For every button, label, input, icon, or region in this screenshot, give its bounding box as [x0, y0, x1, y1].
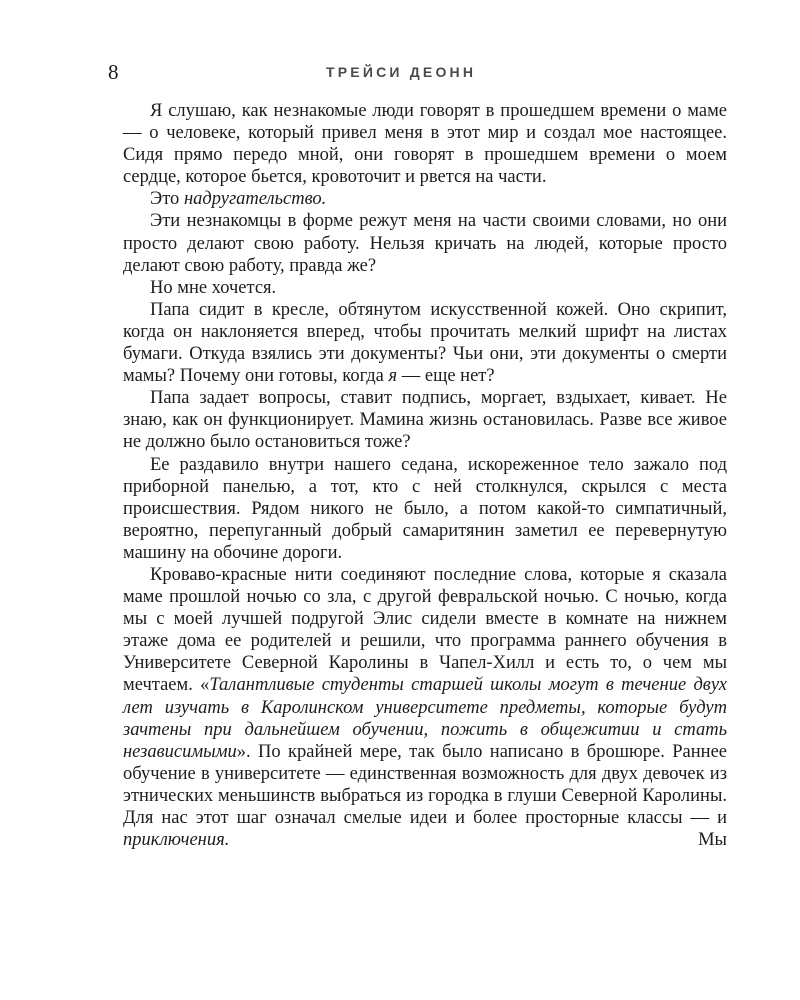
- running-head-author: ТРЕЙСИ ДЕОНН: [326, 64, 477, 80]
- paragraph-5-emphasis: я: [388, 366, 398, 387]
- paragraph-2-text: Это: [150, 189, 184, 210]
- paragraph-7: Ее раздавило внутри нашего седана, искореженное тело зажало под приборной панелью, а тот, кто с ней столкнулся, скрылся с места происшествия. Рядом никого не было, а потом какой-то симпатичный, вероятно, перепуганный добрый самаритянин заметил ее перевернутую машину на обочине дороги.: [123, 454, 727, 563]
- paragraph-5-text-end: — еще нет?: [397, 366, 495, 387]
- paragraph-1: Я слушаю, как незнакомые люди говорят в прошедшем времени о маме — о человеке, который привел меня в этот мир и создал мое настоящее. Сидя прямо передо мной, они говорят в прошедшем времени о моем сердце, которое бьется, кровоточит и рвется на части.: [123, 101, 727, 188]
- paragraph-3: Эти незнакомцы в форме режут меня на части своими словами, но они просто делают свою работу. Нельзя кричать на людей, которые просто делают свою работу, правда же?: [123, 211, 727, 276]
- paragraph-2-emphasis: надругательство.: [183, 189, 327, 210]
- paragraph-8-text: Кроваво-красные нити соединяют последние слова, которые я сказала маме прошлой ночью со зла, с другой февральской ночью. С ночью, когда мы с моей лучшей подругой Элис сидели вместе в комнате на нижнем этаже дома ее родителей и решили, что программа раннего обучения в Университете Северной Каролины в Чапел-Хилл и есть то, о чем мы мечтаем. «: [123, 564, 727, 696]
- text-body: [123, 100, 727, 851]
- paragraph-6: Папа задает вопросы, ставит подпись, моргает, вздыхает, кивает. Не знаю, как он функционирует. Мамина жизнь остановилась. Разве все живое не должно было остановиться тоже?: [123, 388, 727, 453]
- paragraph-8-quote: Талантливые студенты старшей школы могут в течение двух лет изучать в Каролинском университете предметы, которые будут зачтены при дальнейшем обучении, пожить в общежитии и стать независимыми: [123, 675, 728, 762]
- paragraph-8-text-end: Мы: [229, 830, 727, 851]
- paragraph-8-text-mid: ». По крайней мере, так было написано в брошюре. Раннее обучение в университете — единственная возможность для двух девочек из этнических меньшинств выбраться из городка в глуши Северной Каролины. Для нас этот шаг означал смелые идеи и более просторные классы — и: [123, 741, 727, 828]
- paragraph-5-text: Папа сидит в кресле, обтянутом искусственной кожей. Оно скрипит, когда он наклоняется вперед, чтобы прочитать мелкий шрифт на листах бумаги. Откуда взялись эти документы? Чьи они, эти документы о смерти мамы? Почему они готовы, когда: [123, 299, 727, 387]
- paragraph-2: [123, 188, 727, 210]
- paragraph-8-emphasis: приключения.: [123, 830, 230, 851]
- paragraph-8: [123, 564, 727, 851]
- page-header: [0, 58, 800, 88]
- paragraph-4: Но мне хочется.: [150, 277, 277, 298]
- paragraph-5: [123, 299, 727, 387]
- page-number: 8: [108, 60, 119, 84]
